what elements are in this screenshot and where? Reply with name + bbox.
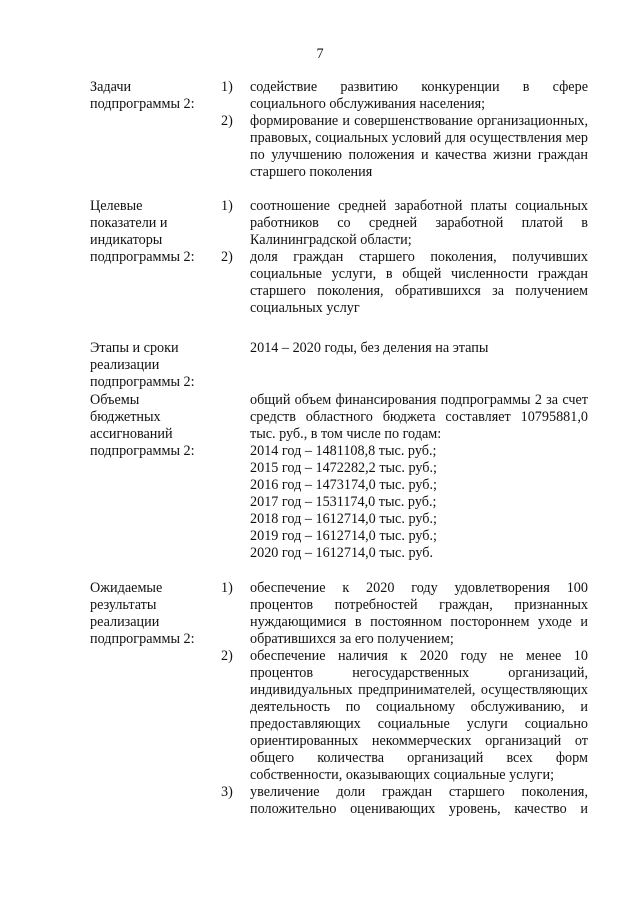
page-number: 7	[316, 46, 324, 62]
item-text: обеспечение наличия к 2020 году не менее 10 процентов негосударственных организаций, индивидуальных предпринимателей, осуществляющих деятельность по социальному обслуживанию, и предоставляющих социальные услуги социально ориентированных некоммерческих организаций от общего количества организаций всех форм собственности, оказывающих социальные услуги;	[250, 648, 588, 783]
section-label: Задачи подпрограммы 2:	[90, 79, 195, 112]
item-text: соотношение средней заработной платы социальных работников со средней заработной платой в Калининградской области;	[250, 198, 588, 248]
item-text: обеспечение к 2020 году удовлетворения 100 процентов потребностей граждан, признанных нуждающимися в постоянном постороннем уходе и обратившихся за его получением;	[250, 580, 588, 647]
item-number: 3)	[221, 784, 233, 800]
item-number: 1)	[221, 79, 233, 95]
section-label: Ожидаемые результаты реализации подпрограммы 2:	[90, 580, 195, 647]
list-item	[0, 79, 640, 113]
list-item	[0, 784, 640, 818]
budget-year-line: 2014 год – 1481108,8 тыс. руб.;	[250, 443, 437, 459]
item-text: увеличение доли граждан старшего поколения, положительно оценивающих уровень, качество и	[250, 784, 588, 817]
budget-year-line: 2020 год – 1612714,0 тыс. руб.	[250, 545, 434, 561]
budget-year-line: 2016 год – 1473174,0 тыс. руб.;	[250, 477, 437, 493]
section-indicators	[0, 198, 640, 317]
section-label: Целевые показатели и индикаторы подпрограммы 2:	[90, 198, 195, 265]
section-tasks	[0, 79, 640, 181]
item-number: 2)	[221, 648, 233, 664]
stages-text: 2014 – 2020 годы, без деления на этапы	[250, 340, 489, 356]
item-text: содействие развитию конкуренции в сфере социального обслуживания населения;	[250, 79, 588, 112]
section-stages	[0, 340, 640, 390]
section-label: Этапы и сроки реализации подпрограммы 2:	[90, 340, 195, 390]
list-item	[0, 648, 640, 784]
section-budget	[0, 392, 640, 562]
item-text: доля граждан старшего поколения, получивших социальные услуги, в общей численности граждан старшего поколения, обратившихся за получением социальных услуг	[250, 249, 588, 316]
item-number: 2)	[221, 113, 233, 129]
item-text: формирование и совершенствование организационных, правовых, социальных условий для осуществления мер по улучшению положения и качества жизни граждан старшего поколения	[250, 113, 588, 180]
item-number: 2)	[221, 249, 233, 265]
budget-year-line: 2017 год – 1531174,0 тыс. руб.;	[250, 494, 437, 510]
section-results	[0, 580, 640, 818]
budget-year-line: 2018 год – 1612714,0 тыс. руб.;	[250, 511, 437, 527]
list-item	[0, 249, 640, 317]
list-item	[0, 580, 640, 648]
budget-years	[250, 443, 588, 562]
section-label: Объемы бюджетных ассигнований подпрограммы 2:	[90, 392, 195, 459]
budget-intro: общий объем финансирования подпрограммы 2 за счет средств областного бюджета составляет 10795881,0 тыс. руб., в том числе по годам:	[250, 392, 588, 442]
list-item	[0, 198, 640, 249]
budget-year-line: 2019 год – 1612714,0 тыс. руб.;	[250, 528, 437, 544]
item-number: 1)	[221, 580, 233, 596]
item-number: 1)	[221, 198, 233, 214]
list-item	[0, 113, 640, 181]
budget-year-line: 2015 год – 1472282,2 тыс. руб.;	[250, 460, 437, 476]
